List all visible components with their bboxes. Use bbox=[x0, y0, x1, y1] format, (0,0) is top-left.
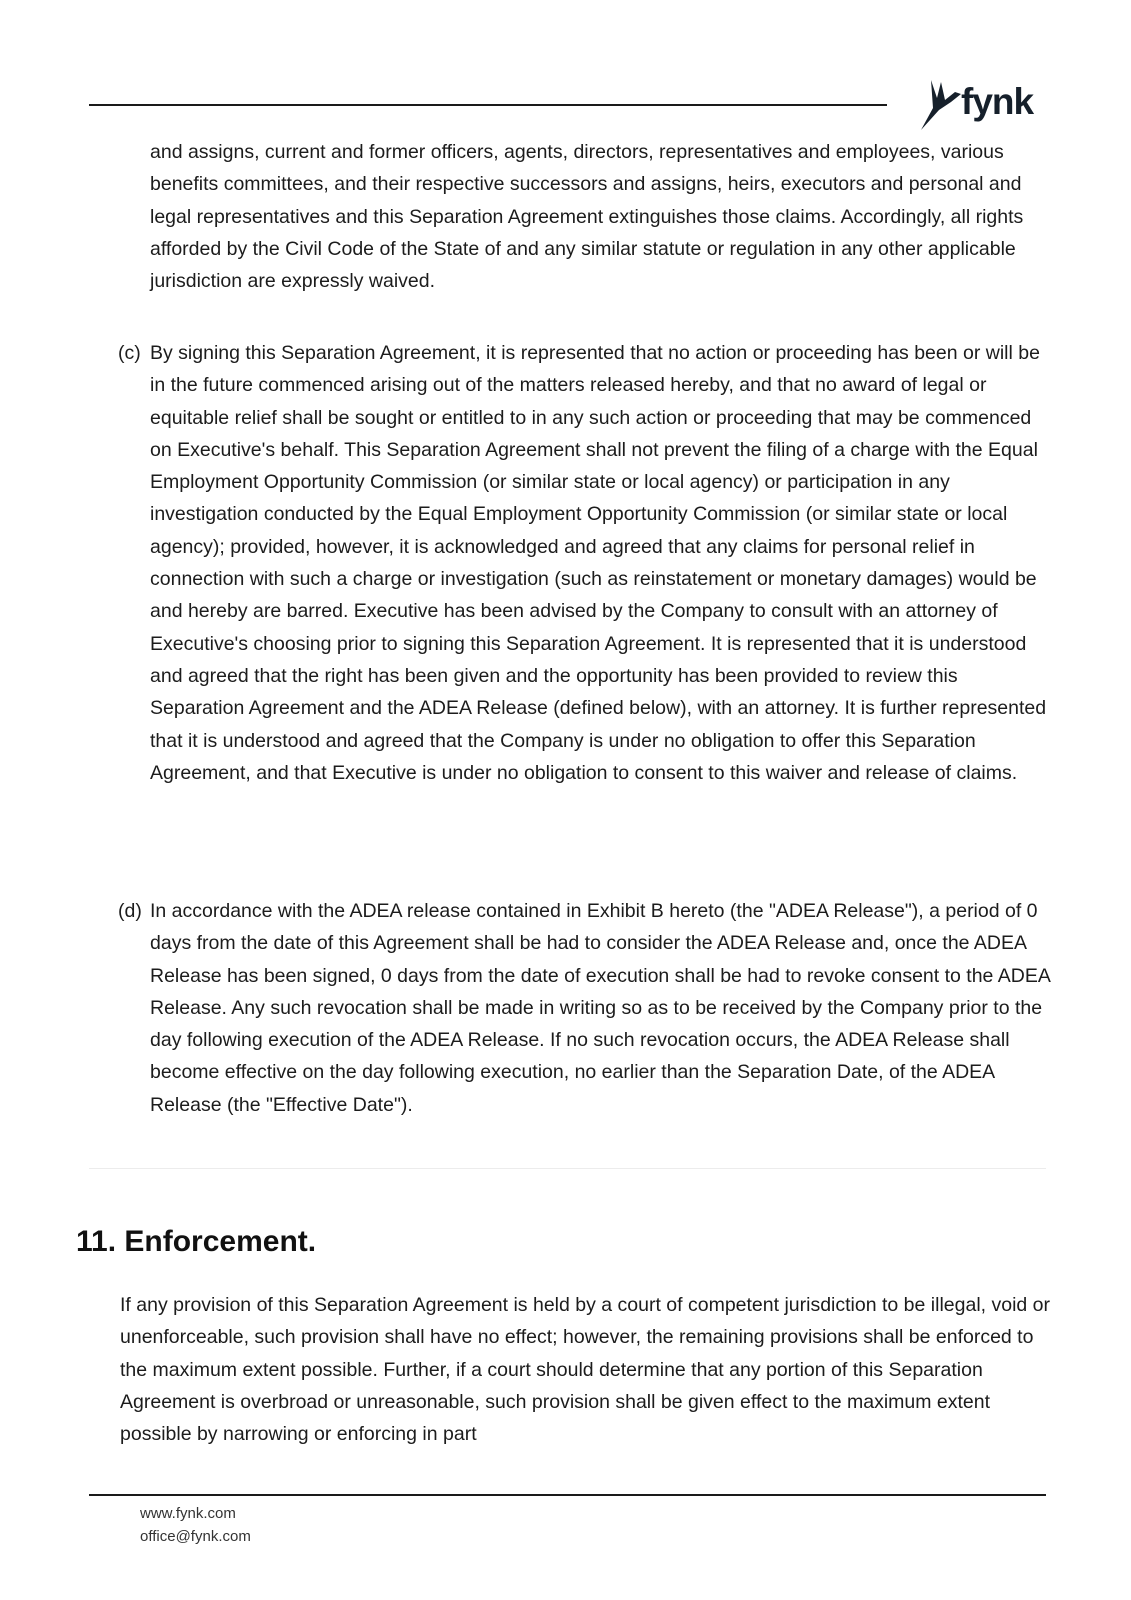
clause-label: (c) bbox=[118, 342, 141, 364]
footer-email: office@fynk.com bbox=[140, 1528, 251, 1545]
footer-rule bbox=[89, 1494, 1046, 1496]
enforcement-paragraph: If any provision of this Separation Agreement is held by a court of competent jurisdiction to be illegal, void or unenforceable, such provision shall have no effect; however, the remaining provisions shall be enforced to the maximum extent possible. Further, if a court should determine that any portion of this Separation Agreement is overbroad or unreasonable, such provision shall be given effect to the maximum extent possible by narrowing or enforcing in part bbox=[120, 1294, 1051, 1446]
continuation-paragraph: and assigns, current and former officers, agents, directors, representatives and employees, various benefits committees, and their respective successors and assigns, heirs, executors and personal and legal representatives and this Separation Agreement extinguishes those claims. Accordingly, all rights afforded by the Civil Code of the State of and any similar statute or regulation in any other applicable jurisdiction are expressly waived. bbox=[150, 141, 1024, 293]
clause-text: In accordance with the ADEA release contained in Exhibit B hereto (the "ADEA Release"), a period of 0 days from the date of this Agreement shall be had to consider the ADEA Release and, once the ADEA Release has been signed, 0 days from the date of execution shall be had to revoke consent to the ADEA Release. Any such revocation shall be made in writing so as to be received by the Company prior to the day following execution of the ADEA Release. If no such revocation occurs, the ADEA Release shall become effective on the day following execution, no earlier than the Separation Date, of the ADEA Release (the "Effective Date"). bbox=[150, 900, 1050, 1116]
section-heading: 11. Enforcement. bbox=[76, 1225, 317, 1258]
clause-label: (d) bbox=[118, 900, 142, 922]
footer-website: www.fynk.com bbox=[140, 1505, 236, 1522]
logo-text: fynk bbox=[961, 81, 1034, 122]
bird-icon bbox=[917, 78, 963, 134]
section-divider bbox=[89, 1168, 1046, 1169]
fynk-logo bbox=[917, 78, 1047, 134]
header-rule bbox=[89, 104, 887, 106]
clause-text: By signing this Separation Agreement, it is represented that no action or proceeding has been or will be in the future commenced arising out of the matters released hereby, and that no award of legal or equitable relief shall be sought or entitled to in any such action or proceeding that may be commenced on Executive's behalf. This Separation Agreement shall not prevent the filing of a charge with the Equal Employment Opportunity Commission (or similar state or local agency) or participation in any investigation conducted by the Equal Employment Opportunity Commission (or similar state or local agency); provided, however, it is acknowledged and agreed that any claims for personal relief in connection with such a charge or investigation (such as reinstatement or monetary damages) would be and hereby are barred. Executive has been advised by the Company to consult with an attorney of Executive's choosing prior to signing this Separation Agreement. It is represented that it is understood and agreed that the right has been given and the opportunity has been provided to review this Separation Agreement and the ADEA Release (defined below), with an attorney. It is further represented that it is understood and agreed that the Company is under no obligation to offer this Separation Agreement, and that Executive is under no obligation to consent to this waiver and release of claims. bbox=[150, 342, 1047, 784]
